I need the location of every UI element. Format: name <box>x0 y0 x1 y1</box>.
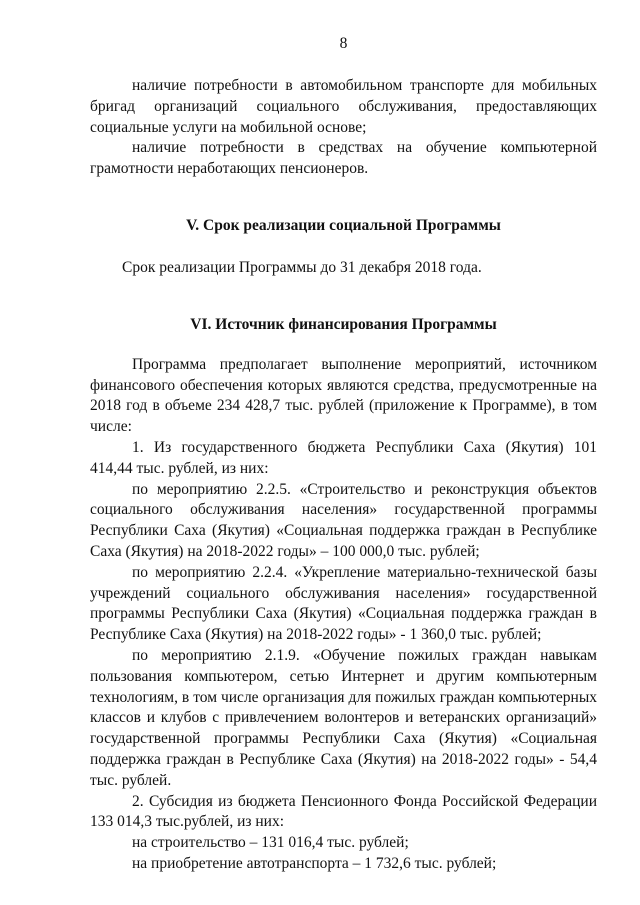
section-heading: V. Срок реализации социальной Программы <box>186 216 501 234</box>
page-number: 8 <box>339 35 348 52</box>
section-heading: VI. Источник финансирования Программы <box>190 315 497 333</box>
paragraph: на строительство – 131 016,4 тыс. рублей; <box>132 834 409 852</box>
paragraph: Программа предполагает выполнение мероприятий, источником финансового обеспечения которых являются средства, предусмотренные на 2018 год в объеме 234 428,7 тыс. рублей (приложение к Программе), в том числе: <box>90 355 597 436</box>
paragraph: на приобретение автотранспорта – 1 732,6 тыс. рублей; <box>132 854 497 872</box>
paragraph: 2. Субсидия из бюджета Пенсионного Фонда Российской Федерации 133 014,3 тыс.рублей, из них: <box>90 792 597 831</box>
paragraph: наличие потребности в средствах на обучение компьютерной грамотности неработающих пенсионеров. <box>90 139 597 178</box>
paragraph: по мероприятию 2.2.5. «Строительство и реконструкция объектов социального обслуживания населения» государственной программы Республики Саха (Якутия) «Социальная поддержка граждан в Республике Саха (Якутия) на 2018-2022 годы» – 100 000,0 тыс. рублей; <box>90 480 597 560</box>
paragraph: 1. Из государственного бюджета Республики Саха (Якутия) 101 414,44 тыс. рублей, из них: <box>90 438 597 477</box>
paragraph: Срок реализации Программы до 31 декабря 2018 года. <box>122 258 482 276</box>
document-page <box>90 34 597 875</box>
paragraph: по мероприятию 2.2.4. «Укрепление материально-технической базы учреждений социального обслуживания населения» государственной программы Республики Саха (Якутия) «Социальная поддержка граждан в Республике Саха (Якутия) на 2018-2022 годы» - 1 360,0 тыс. рублей; <box>90 563 597 644</box>
paragraph: по мероприятию 2.1.9. «Обучение пожилых граждан навыкам пользования компьютером, сетью Интернет и другим компьютерным технологиям, в том числе организация для пожилых граждан компьютерных классов и клубов с привлечением волонтеров и ветеранских организаций» государственной программы Республики Саха (Якутия) «Социальная поддержка граждан в Республике Саха (Якутия) на 2018-2022 годы» - 54,4 тыс. рублей. <box>90 646 597 789</box>
paragraph: наличие потребности в автомобильном транспорте для мобильных бригад организаций социального обслуживания, предоставляющих социальные услуги на мобильной основе; <box>90 77 597 136</box>
